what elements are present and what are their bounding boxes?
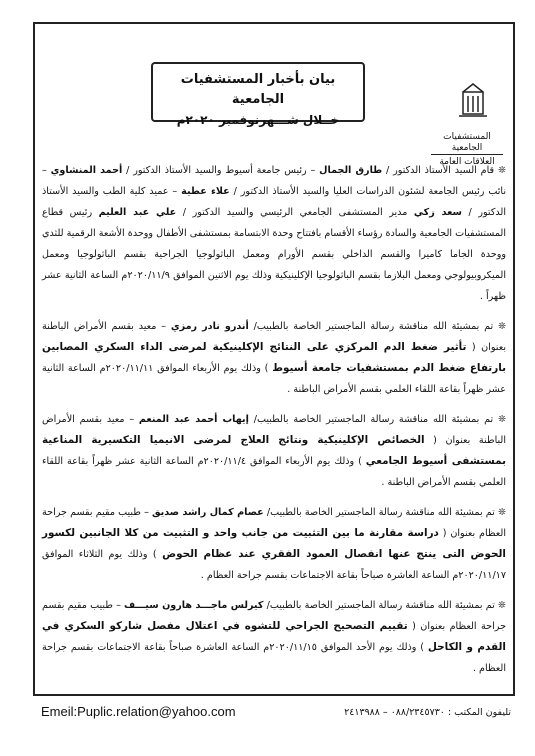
document-footer	[35, 700, 515, 730]
thesis-title: تقييم التصحيح الجراحي للتشوه في اعتلال مفصل شاركو السكري في القدم و الكاحل	[42, 620, 506, 653]
text: – نائب رئيس الجامعة لشئون الدراسات العليا والسيد الأستاذ الدكتور /	[42, 165, 507, 197]
person-name: أحمد المنشاوي	[50, 165, 123, 176]
text: – طبيب مقيم بقسم جراحة العظام بعنوان (	[42, 507, 506, 539]
person-name: علي عبد العليم	[98, 207, 177, 218]
thesis-title: الخصائص الإكلينيكية ونتائج العلاج لمرضى الانيميا التكسيرية المناعية بمستشفى أسيوط الجامعي	[42, 434, 506, 467]
title-box	[151, 62, 365, 127]
news-list	[42, 160, 506, 688]
person-name: سعد زكي	[413, 207, 462, 218]
hospital-logo	[431, 74, 503, 168]
title-line-2: خــلال شـــهرنوفمبر ٢٠٢٠م	[176, 113, 340, 127]
logo-dept-name: العلاقات العامة	[431, 154, 503, 168]
document-header	[33, 22, 515, 167]
contact-email[interactable]: Emeil:Puplic.relation@yahoo.com	[41, 704, 236, 719]
person-name: أندرو نادر رمزي	[170, 321, 249, 332]
text: ❊ تم بمشيئة الله مناقشة رسالة الماجستير الخاصة بالطبيب/	[263, 507, 506, 518]
text: ) وذلك يوم الأحد الموافق ٢٠٢٠/١١/١٥م الساعة العاشرة صباحاً بقاعة الاجتماعات بقسم جراحة العظام .	[42, 642, 506, 674]
text: مدير المستشفى الجامعي الرئيسي والسيد الدكتور /	[176, 207, 414, 218]
person-name: طارق الجمال	[319, 165, 383, 176]
person-name: كيرلس ماجـــد هارون سيـــف	[124, 600, 264, 611]
news-item-thesis-3	[42, 502, 506, 586]
person-name: عصام كمال راشد صديق	[152, 507, 264, 518]
text: ) وذلك يوم الثلاثاء الموافق ٢٠٢٠/١١/١٧م الساعة العاشرة صباحاً بقاعة الاجتماعات بقسم جراحة العظام .	[42, 549, 506, 581]
text: – طبيب مقيم بقسم جراحة العظام بعنوان (	[42, 600, 506, 632]
text: – معيد بقسم الأمراض الباطنة بعنوان (	[42, 414, 506, 446]
news-item-opening	[42, 160, 506, 307]
crescent-building-icon	[441, 74, 493, 130]
text: ❊ تم بمشيئة الله مناقشة رسالة الماجستير الخاصة بالطبيب/	[248, 414, 506, 425]
news-item-thesis-1	[42, 316, 506, 400]
thesis-title: دراسة مقارنة ما بين التثبيت من جانب واحد و التثبيت من كلا الجانبين لكسور الحوض التى ينتج عنها انفصال العمود الفقري عند عظام الحوض	[42, 527, 506, 560]
text: ❊ تم بمشيئة الله مناقشة رسالة الماجستير الخاصة بالطبيب/	[263, 600, 506, 611]
title-line-1: بيان بأخبار المستشفيات الجامعية	[180, 72, 336, 107]
text: ) وذلك يوم الأربعاء الموافق ٢٠٢٠/١١/١١م الساعة الثانية عشر ظهراً بقاعة اللقاء العلمي بقسم الأمراض الباطنة .	[42, 363, 506, 395]
text: – رئيس جامعة أسيوط والسيد الأستاذ الدكتور /	[122, 165, 320, 176]
thesis-title: تأثير ضغط الدم المركزي على النتائج الإكلينيكية لمرضى الداء السكري المصابين بارتفاع ضغط الدم بمستشفيات جامعة أسيوط	[42, 341, 506, 374]
text: ❊ قام السيد الأستاذ الدكتور /	[382, 165, 506, 176]
text: – معيد بقسم الأمراض الباطنة بعنوان (	[42, 321, 506, 353]
news-item-thesis-2	[42, 409, 506, 493]
text: رئيس قطاع المستشفيات الجامعية والسادة رؤساء الأقسام بافتتاح وحدة الابتسامة بمستشفى الأطفال ووحدة الأشعة الرقمية للثدي ووحدة الجاما كاميرا والقسم الداخلي بقسم الأورام ومعمل الباثولوجيا الجراحية بقسم الباثولوجيا ومعمل الميكروبيولوجي ومعمل البلازما بقسم الباثولوجيا الإكلينيكية وذلك يوم الاثنين الموافق ٢٠٢٠/١١/٩م الساعة الثانية عشر ظهراً .	[42, 207, 507, 302]
text: ) وذلك يوم الأربعاء الموافق ٢٠٢٠/١١/٤م الساعة الثانية عشر ظهراً بقاعة اللقاء العلمي بقسم الأمراض الباطنة .	[42, 456, 506, 488]
logo-org-name: المستشفيات الجامعية	[443, 132, 491, 153]
person-name: إيهاب أحمد عبد المنعم	[138, 414, 249, 425]
person-name: علاء عطية	[181, 186, 230, 197]
text: ❊ تم بمشيئة الله مناقشة رسالة الماجستير الخاصة بالطبيب/	[248, 321, 506, 332]
text: – عميد كلية الطب والسيد الأستاذ الدكتور /	[42, 186, 507, 218]
news-item-thesis-4	[42, 595, 506, 679]
contact-phone: تليفون المكتب : ٠٨٨/٢٣٤٥٧٣٠ – ٢٤١٣٩٨٨	[344, 707, 511, 718]
